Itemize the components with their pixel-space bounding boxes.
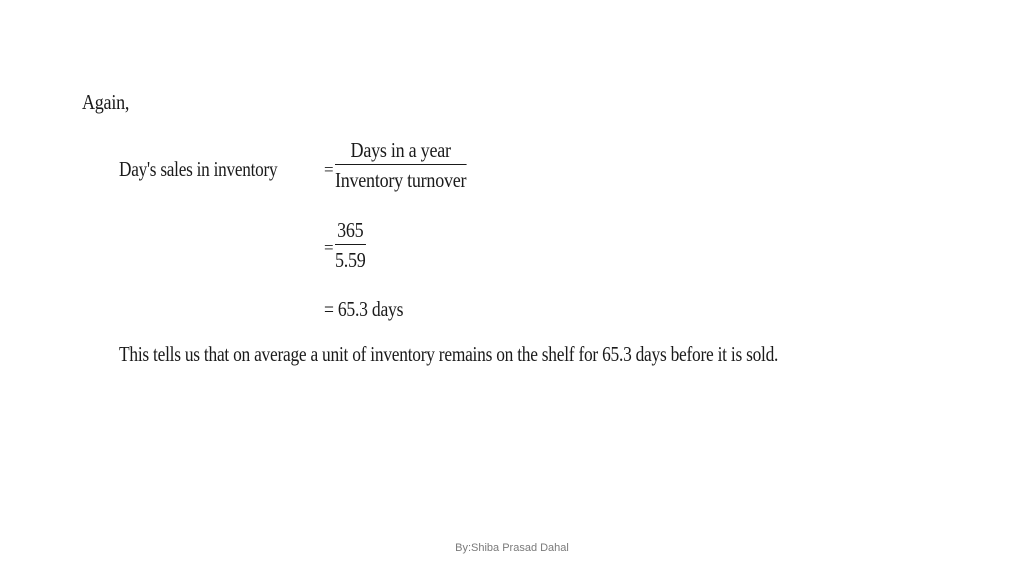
- footer-author: By:Shiba Prasad Dahal: [455, 542, 569, 554]
- fraction-denominator: Inventory turnover: [335, 168, 467, 192]
- fraction-denominator: 5.59: [335, 248, 366, 272]
- fraction-numerator: Days in a year: [350, 138, 451, 162]
- formula-result: = 65.3 days: [324, 297, 404, 321]
- conclusion-text: This tells us that on average a unit of inventory remains on the shelf for 65.3 days before it is sold.: [119, 342, 779, 366]
- fraction-numeric: [335, 218, 366, 272]
- intro-text: Again,: [82, 90, 130, 114]
- formula-label: Day's sales in inventory: [119, 157, 278, 181]
- fraction-days-over-turnover: [335, 138, 466, 192]
- equals-sign: =: [324, 238, 334, 257]
- fraction-bar: [335, 244, 366, 245]
- fraction-numerator: 365: [337, 218, 364, 242]
- equals-sign: =: [324, 160, 334, 179]
- fraction-bar: [335, 164, 466, 165]
